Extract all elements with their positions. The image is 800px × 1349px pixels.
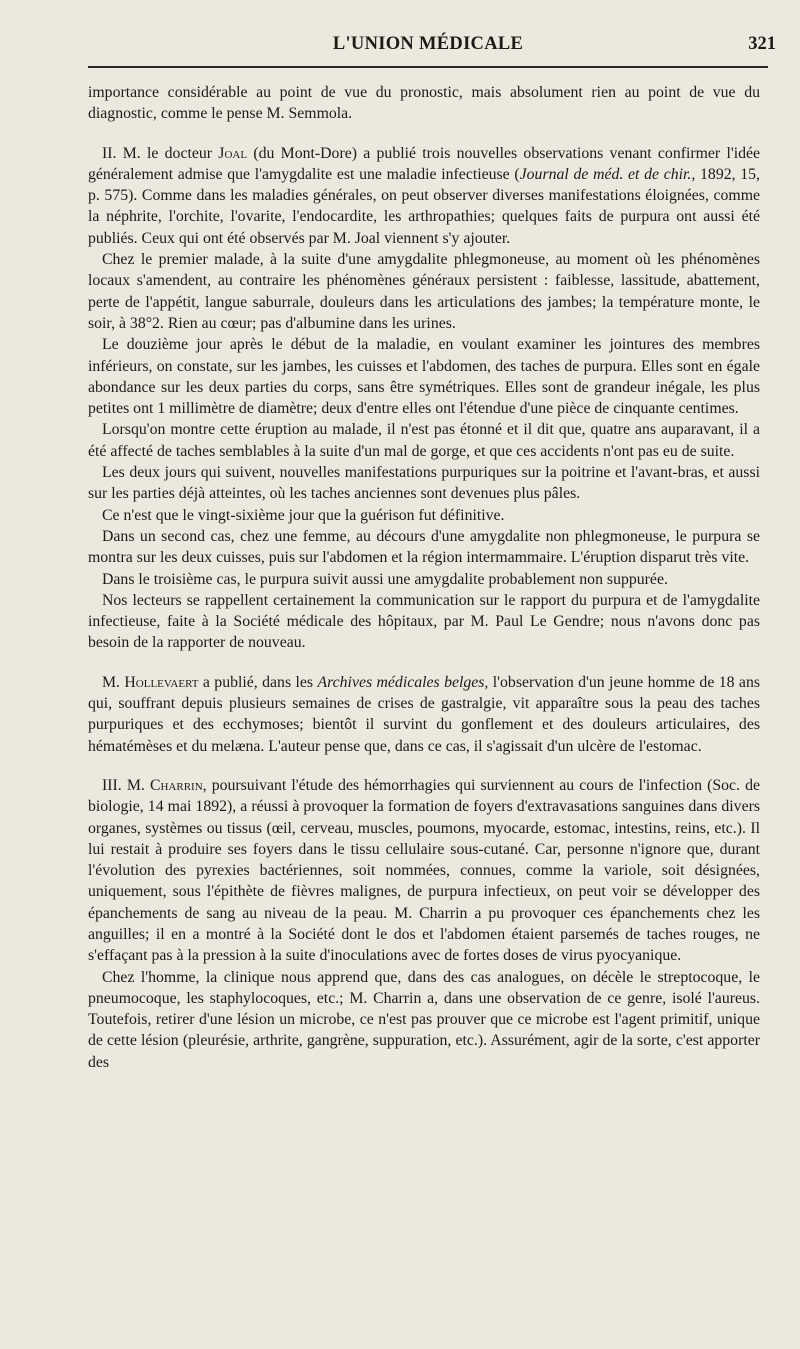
author-name: Hollevaert [124,673,199,691]
paragraph-3 [88,249,760,334]
paragraph-7 [88,505,760,526]
paragraph-4 [88,334,760,419]
text-run: Lorsqu'on montre cette éruption au malade, il n'est pas étonné et il dit que, quatre ans auparavant, il a été affecté de taches semblables à la suite d'un mal de gorge, et que ces accidents n'ont pas eu de suite. [88,421,760,460]
text-run: Chez le premier malade, à la suite d'une amygdalite phlegmoneuse, au moment où les phénomènes locaux s'amendent, au contraire les phénomènes généraux persistent : faiblesse, lassitude, abattement, perte de l'appétit, langue saburrale, douleurs dans les articulations des jambes; la température monte, le soir, à 38°2. Rien au cœur; pas d'albumine dans les urines. [88,251,760,332]
paragraph-8 [88,526,760,569]
text-run: importance considérable au point de vue du pronostic, mais absolument rien au point de vue du diagnostic, comme le pense M. Semmola. [88,84,760,123]
text-run: (du Mont-Dore) a publié trois nouvelles observations venant confirmer l'idée généralement admise que l'amygdalite est une maladie infectieuse ( [88,144,761,183]
paragraph-9 [88,569,760,590]
paragraph-1 [88,82,760,125]
text-run: Le douzième jour après le début de la maladie, en voulant examiner les jointures des membres inférieurs, on constate, sur les jambes, les cuisses et l'abdomen, des taches de purpura. Elles sont en égale abondance sur les deux parties du corps, sans être symétriques. Elles sont de grandeur inégale, les plus petites ont 1 millimètre de diamètre; deux d'entre elles ont l'étendue d'une pièce de cinquante centimes. [88,336,760,418]
page-number: 321 [748,34,776,54]
paragraph-6 [88,462,760,505]
article-body [88,82,760,1073]
journal-title: Archives médicales belges, [317,673,489,691]
page-header [88,30,776,62]
author-name: Charrin [149,776,203,794]
header-rule [88,66,768,68]
paragraph-2 [88,143,760,249]
text-run: l'observation d'un jeune homme de 18 ans qui, souffrant depuis plusieurs semaines de crises de gastralgie, vit apparaître sous la peau des taches purpuriques et des ecchymoses; bientôt il survint du gonflement et des douleurs articulaires, des hématémèses et du melæna. L'auteur pense que, dans ce cas, il s'agissait d'un ulcère de l'estomac. [88,673,760,755]
text-run: Ce n'est que le vingt-sixième jour que la guérison fut définitive. [102,506,505,524]
paragraph-12 [88,775,760,967]
text-run: III. M. [102,776,150,794]
running-title: L'UNION MÉDICALE [332,34,524,54]
text-run: Dans le troisième cas, le purpura suivit aussi une amygdalite probablement non suppurée. [102,570,668,588]
text-run: II. M. le docteur [102,144,219,162]
author-name: Joal [218,144,248,162]
text-run: 1892, 15, p. 575). Comme dans les maladies générales, on peut observer diverses manifestations éloignées, comme la néphrite, l'orchite, l'ovarite, l'endocardite, les arthropathies; quelques faits de purpura ont aussi été publiés. Ceux qui ont été observés par M. Joal viennent s'y ajouter. [88,165,761,247]
text-run: Les deux jours qui suivent, nouvelles manifestations purpuriques sur la poitrine et l'avant-bras, et aussi sur les parties déjà atteintes, où les taches anciennes sont devenues plus pâles. [88,464,760,503]
paragraph-5 [88,419,760,462]
journal-title: Journal de méd. et de chir., [519,165,696,183]
text-run: a publié, dans les [198,673,318,691]
text-run: Chez l'homme, la clinique nous apprend que, dans des cas analogues, on décèle le streptocoque, le pneumocoque, les staphylocoques, etc.; M. Charrin a, dans une observation de ce genre, isolé l'aureus. Toutefois, retirer d'une lésion un microbe, ce n'est pas prouver que ce microbe est l'agent primitif, unique de cette lésion (pleurésie, arthrite, gangrène, suppuration, etc.). Assurément, agir de la sorte, c'est apporter des [88,968,760,1071]
paragraph-11 [88,672,760,757]
paragraph-13 [88,967,760,1073]
paragraph-10 [88,590,760,654]
text-run: Nos lecteurs se rappellent certainement la communication sur le rapport du purpura et de l'amygdalite infectieuse, faite à la Société médicale des hôpitaux, par M. Paul Le Gendre; nous n'avons donc pas besoin de la rapporter de nouveau. [88,591,760,652]
text-run: Dans un second cas, chez une femme, au décours d'une amygdalite non phlegmoneuse, le purpura se montra sur les deux cuisses, puis sur l'abdomen et la région intermammaire. L'éruption disparut très vite. [88,527,760,567]
text-run: , poursuivant l'étude des hémorrhagies qui surviennent au cours de l'infection (Soc. de biologie, 14 mai 1892), a réussi à provoquer la formation de foyers d'extravasations sanguines dans divers organes, systèmes ou tissus (œil, cerveau, muscles, poumons, myocarde, estomac, intestins, reins, etc.). Il lui restait à produire ses foyers dans le tissu cellulaire sous-cutané. Car, personne n'ignore que, durant l'évolution des pyrexies bactériennes, soit nommées, connues, comme la variole, soit désignées, uniquement, sous l'épithète de fièvres malignes, de purpura infectieux, on peut voir se développer des épanchements de sang au niveau de la peau. M. Charrin a pu provoquer ces épanchements chez les anguilles; il en a montré à la Société dont le dos et l'abdomen étaient parsemés de taches rouges, ne s'effaçant pas à la pression à la suite d'inoculations avec de fortes doses de virus pyocyanique. [88,776,760,965]
text-run: M. [102,673,125,691]
